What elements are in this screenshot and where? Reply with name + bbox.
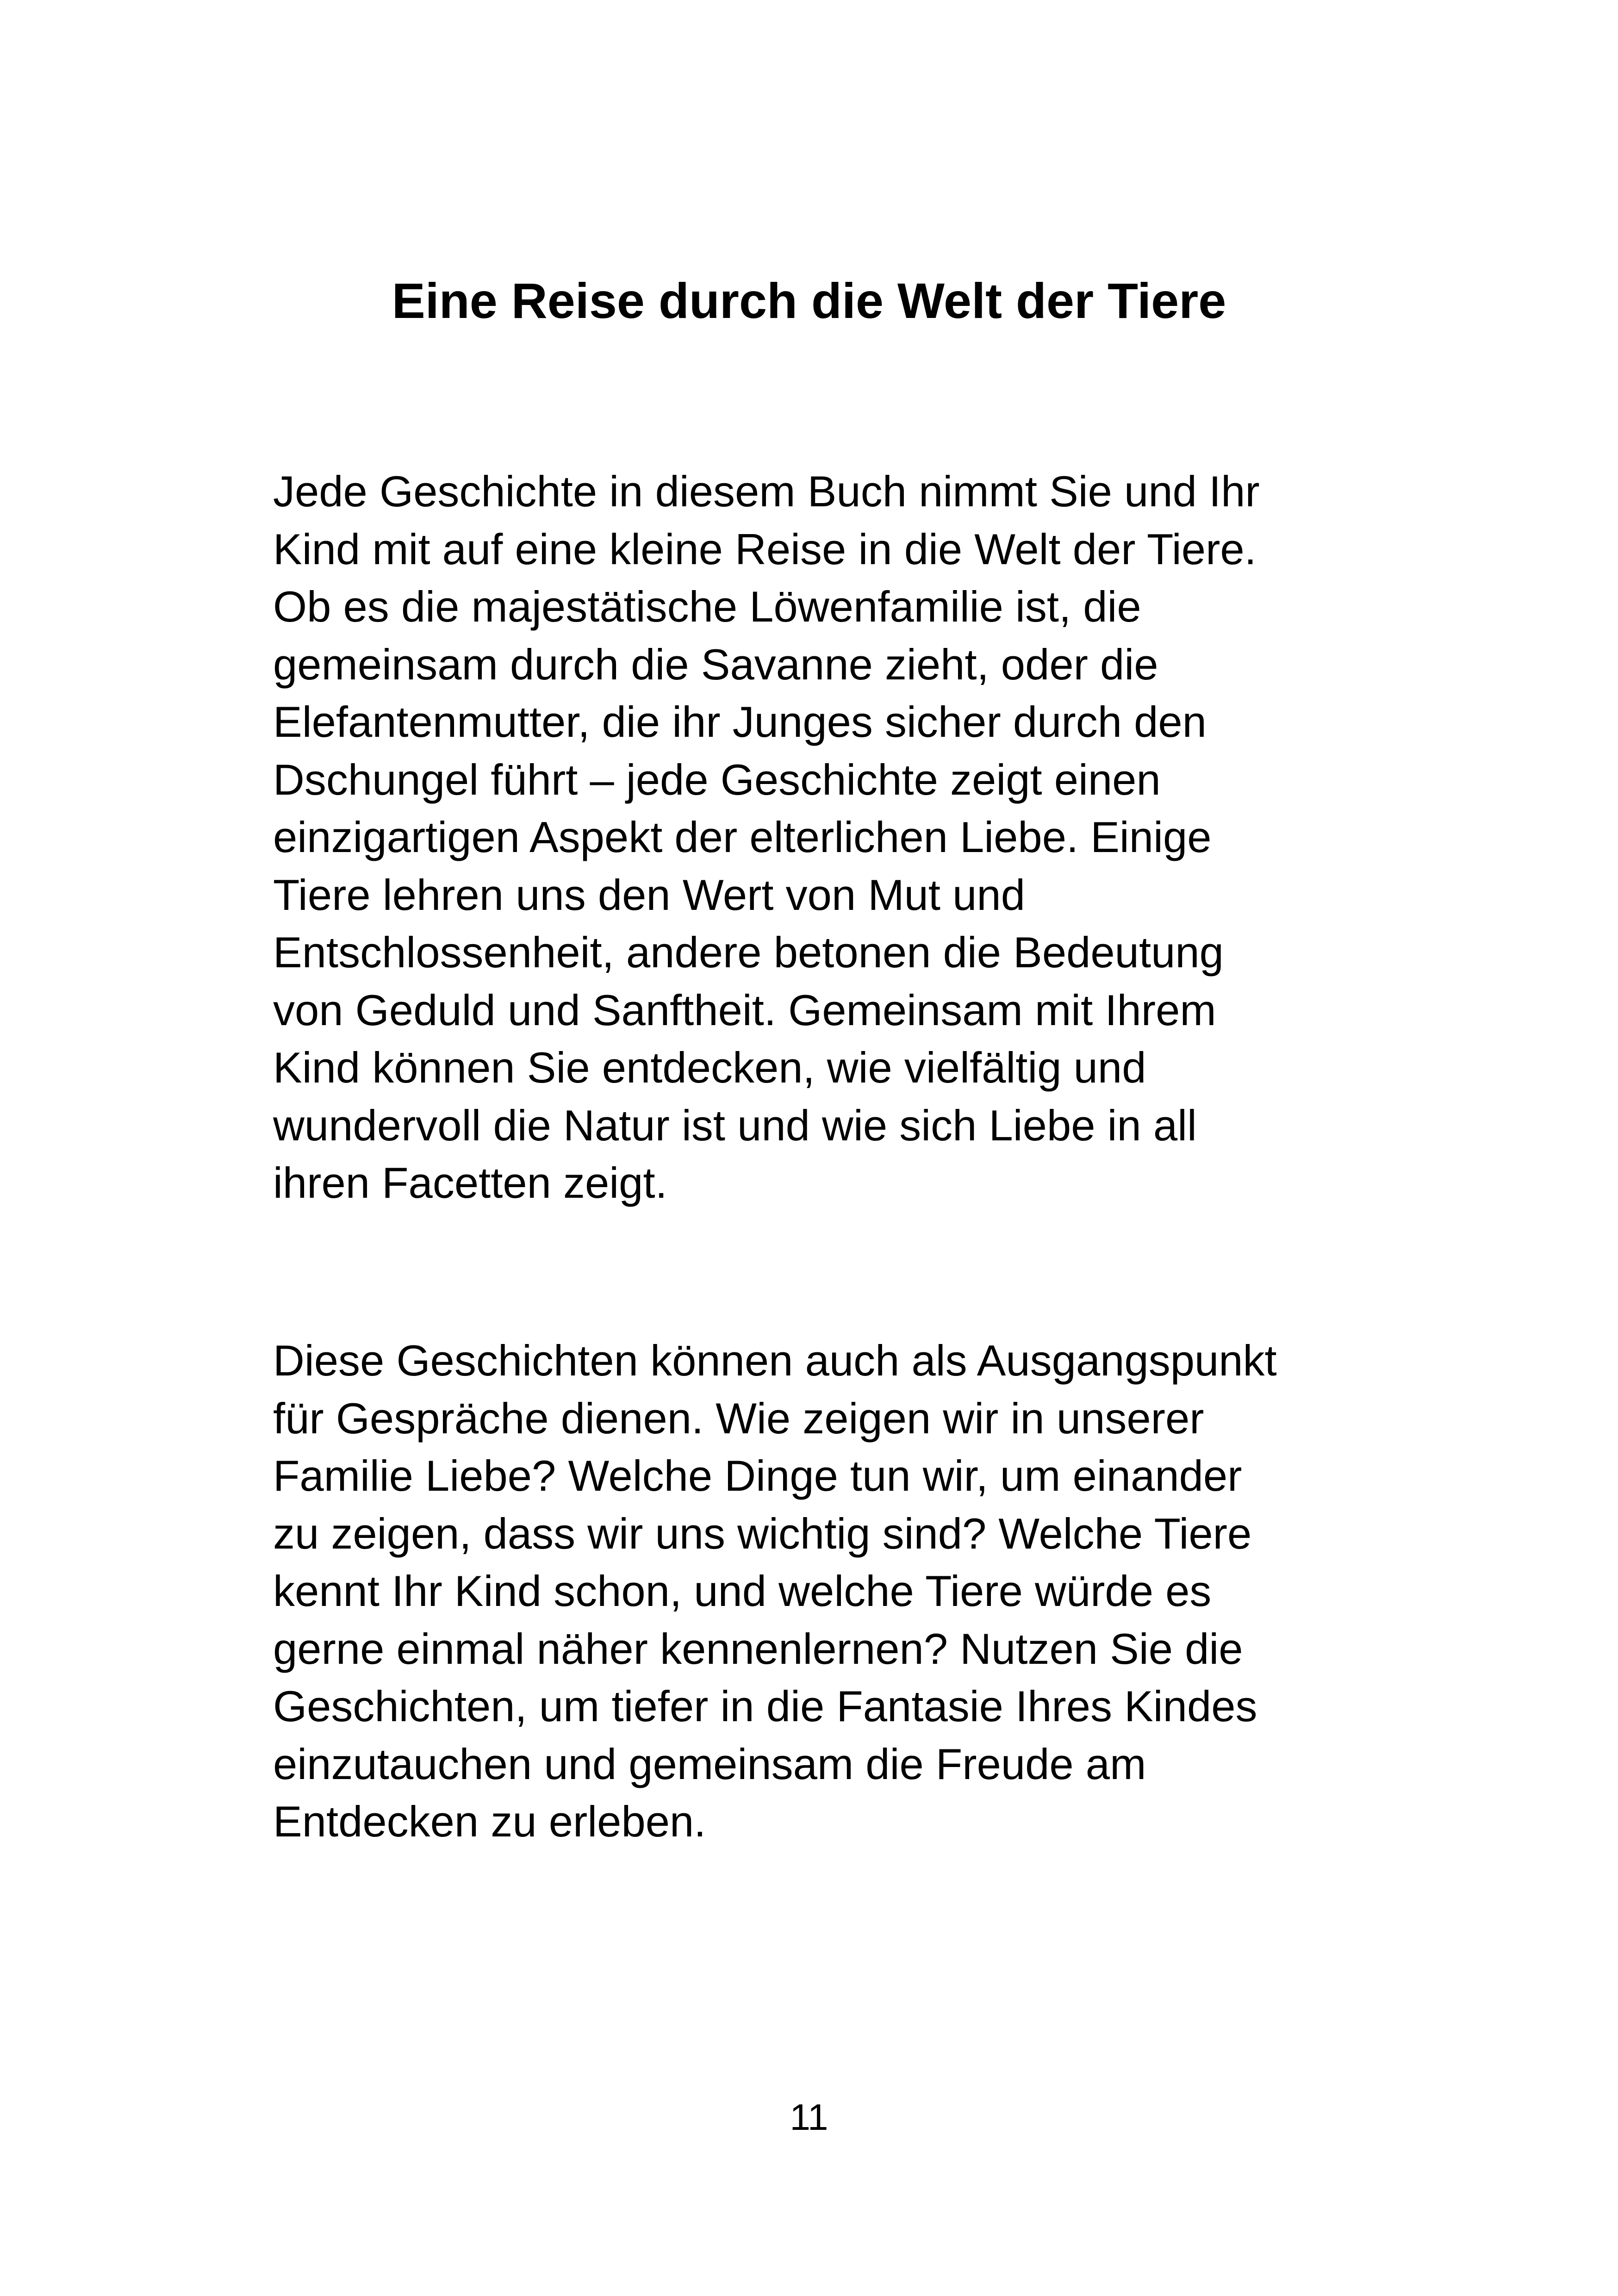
- text-line: Jede Geschichte in diesem Buch nimmt Sie und Ihr: [273, 467, 1260, 516]
- text-line: für Gespräche dienen. Wie zeigen wir in unserer: [273, 1394, 1204, 1443]
- paragraph-intro: [273, 463, 1375, 1212]
- text-line: wundervoll die Natur ist und wie sich Liebe in all: [273, 1101, 1197, 1150]
- page-number: 11: [790, 2097, 828, 2138]
- text-line: Elefantenmutter, die ihr Junges sicher durch den: [273, 697, 1207, 746]
- text-line: Geschichten, um tiefer in die Fantasie Ihres Kindes: [273, 1682, 1257, 1730]
- text-line: gerne einmal näher kennenlernen? Nutzen Sie die: [273, 1624, 1243, 1673]
- text-line: Entschlossenheit, andere betonen die Bedeutung: [273, 928, 1224, 977]
- text-line: Tiere lehren uns den Wert von Mut und: [273, 870, 1025, 919]
- text-line: Entdecken zu erleben.: [273, 1797, 706, 1846]
- text-line: Familie Liebe? Welche Dinge tun wir, um einander: [273, 1451, 1242, 1500]
- page-title: Eine Reise durch die Welt der Tiere: [392, 273, 1226, 329]
- text-line: einzutauchen und gemeinsam die Freude am: [273, 1739, 1146, 1788]
- paragraph-conversation: [273, 1332, 1375, 1851]
- text-line: einzigartigen Aspekt der elterlichen Liebe. Einige: [273, 813, 1212, 861]
- text-line: Ob es die majestätische Löwenfamilie ist, die: [273, 582, 1141, 631]
- text-line: zu zeigen, dass wir uns wichtig sind? Welche Tiere: [273, 1509, 1252, 1558]
- text-line: Kind können Sie entdecken, wie vielfältig und: [273, 1043, 1146, 1092]
- text-line: gemeinsam durch die Savanne zieht, oder die: [273, 640, 1158, 689]
- text-line: Dschungel führt – jede Geschichte zeigt einen: [273, 755, 1161, 804]
- text-line: Kind mit auf eine kleine Reise in die Welt der Tiere.: [273, 524, 1257, 573]
- text-line: ihren Facetten zeigt.: [273, 1158, 667, 1207]
- text-line: kennt Ihr Kind schon, und welche Tiere würde es: [273, 1567, 1212, 1615]
- text-line: von Geduld und Sanftheit. Gemeinsam mit Ihrem: [273, 985, 1216, 1034]
- text-line: Diese Geschichten können auch als Ausgangspunkt: [273, 1336, 1277, 1385]
